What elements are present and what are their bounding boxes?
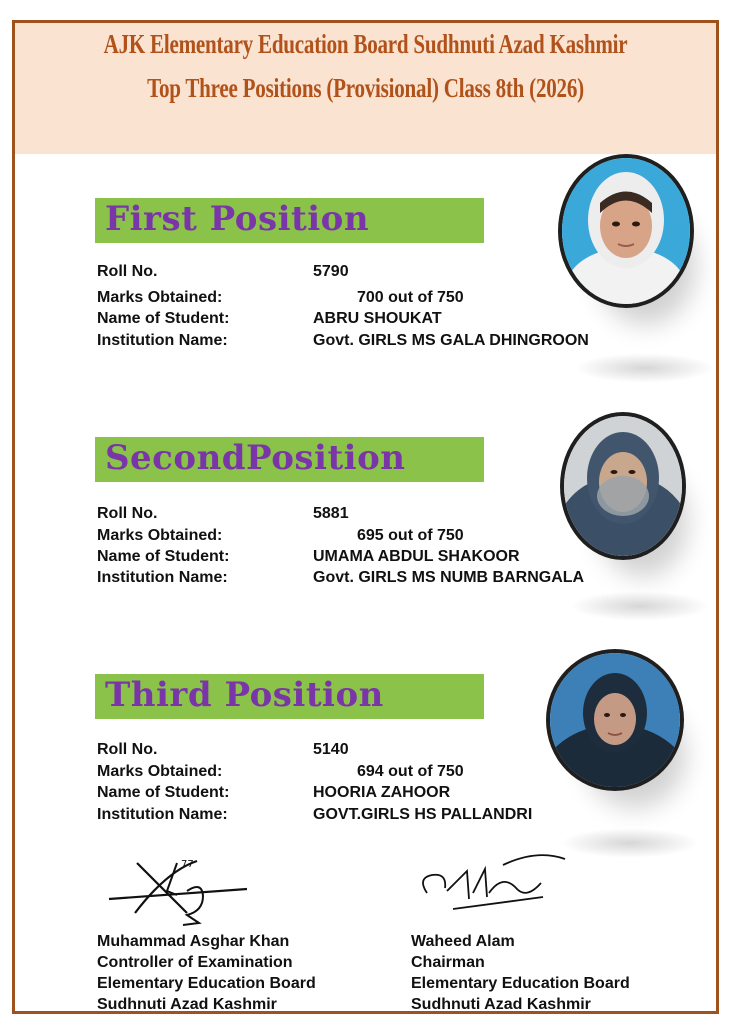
name-label: Name of Student: bbox=[97, 784, 230, 801]
first-position-title: First Position bbox=[105, 199, 370, 239]
second-position-title: SecondPosition bbox=[105, 438, 406, 478]
photo-shadow bbox=[570, 591, 710, 621]
controller-designation: Controller of Examination bbox=[97, 954, 293, 971]
third-student-name: HOORIA ZAHOOR bbox=[313, 784, 451, 801]
student-portrait-3 bbox=[550, 653, 680, 787]
name-label: Name of Student: bbox=[97, 548, 230, 565]
institution-label: Institution Name: bbox=[97, 569, 228, 586]
first-position-banner bbox=[95, 198, 484, 243]
photo-shadow bbox=[575, 353, 715, 383]
roll-label: Roll No. bbox=[97, 505, 158, 522]
controller-place: Sudhnuti Azad Kashmir bbox=[97, 996, 277, 1013]
roll-label: Roll No. bbox=[97, 741, 158, 758]
chairman-org: Elementary Education Board bbox=[411, 975, 630, 992]
third-position-title: Third Position bbox=[105, 675, 384, 715]
third-position-banner bbox=[95, 674, 484, 719]
controller-org: Elementary Education Board bbox=[97, 975, 316, 992]
photo-shadow bbox=[560, 828, 700, 858]
controller-signature bbox=[107, 851, 257, 931]
third-roll-value: 5140 bbox=[313, 741, 349, 758]
chairman-signature bbox=[407, 843, 577, 921]
marks-label: Marks Obtained: bbox=[97, 527, 223, 544]
chairman-place: Sudhnuti Azad Kashmir bbox=[411, 996, 591, 1013]
second-position-banner bbox=[95, 437, 484, 482]
first-roll-value: 5790 bbox=[313, 263, 349, 280]
first-marks-value: 700 out of 750 bbox=[357, 289, 464, 306]
board-title: AJK Elementary Education Board Sudhnuti Azad Kashmir bbox=[103, 29, 628, 59]
third-marks-value: 694 out of 750 bbox=[357, 763, 464, 780]
chairman-name: Waheed Alam bbox=[411, 933, 515, 950]
name-label: Name of Student: bbox=[97, 310, 230, 327]
svg-text:77: 77 bbox=[181, 859, 194, 870]
institution-label: Institution Name: bbox=[97, 806, 228, 823]
first-student-name: ABRU SHOUKAT bbox=[313, 310, 442, 327]
third-student-photo bbox=[546, 649, 684, 791]
first-student-photo bbox=[558, 154, 694, 308]
second-student-name: UMAMA ABDUL SHAKOOR bbox=[313, 548, 520, 565]
third-institution-value: GOVT.GIRLS HS PALLANDRI bbox=[313, 806, 533, 823]
marks-label: Marks Obtained: bbox=[97, 763, 223, 780]
second-student-photo bbox=[560, 412, 686, 560]
roll-label: Roll No. bbox=[97, 263, 158, 280]
institution-label: Institution Name: bbox=[97, 332, 228, 349]
second-institution-value: Govt. GIRLS MS NUMB BARNGALA bbox=[313, 569, 585, 586]
notice-frame bbox=[12, 20, 719, 1014]
chairman-designation: Chairman bbox=[411, 954, 485, 971]
header-band bbox=[15, 23, 716, 154]
student-portrait-1 bbox=[562, 158, 690, 304]
notice-subtitle: Top Three Positions (Provisional) Class 8th (2026) bbox=[147, 73, 584, 103]
student-portrait-2 bbox=[564, 416, 682, 556]
first-institution-value: Govt. GIRLS MS GALA DHINGROON bbox=[313, 332, 589, 349]
second-marks-value: 695 out of 750 bbox=[357, 527, 464, 544]
controller-name: Muhammad Asghar Khan bbox=[97, 933, 290, 950]
marks-label: Marks Obtained: bbox=[97, 289, 223, 306]
second-roll-value: 5881 bbox=[313, 505, 349, 522]
